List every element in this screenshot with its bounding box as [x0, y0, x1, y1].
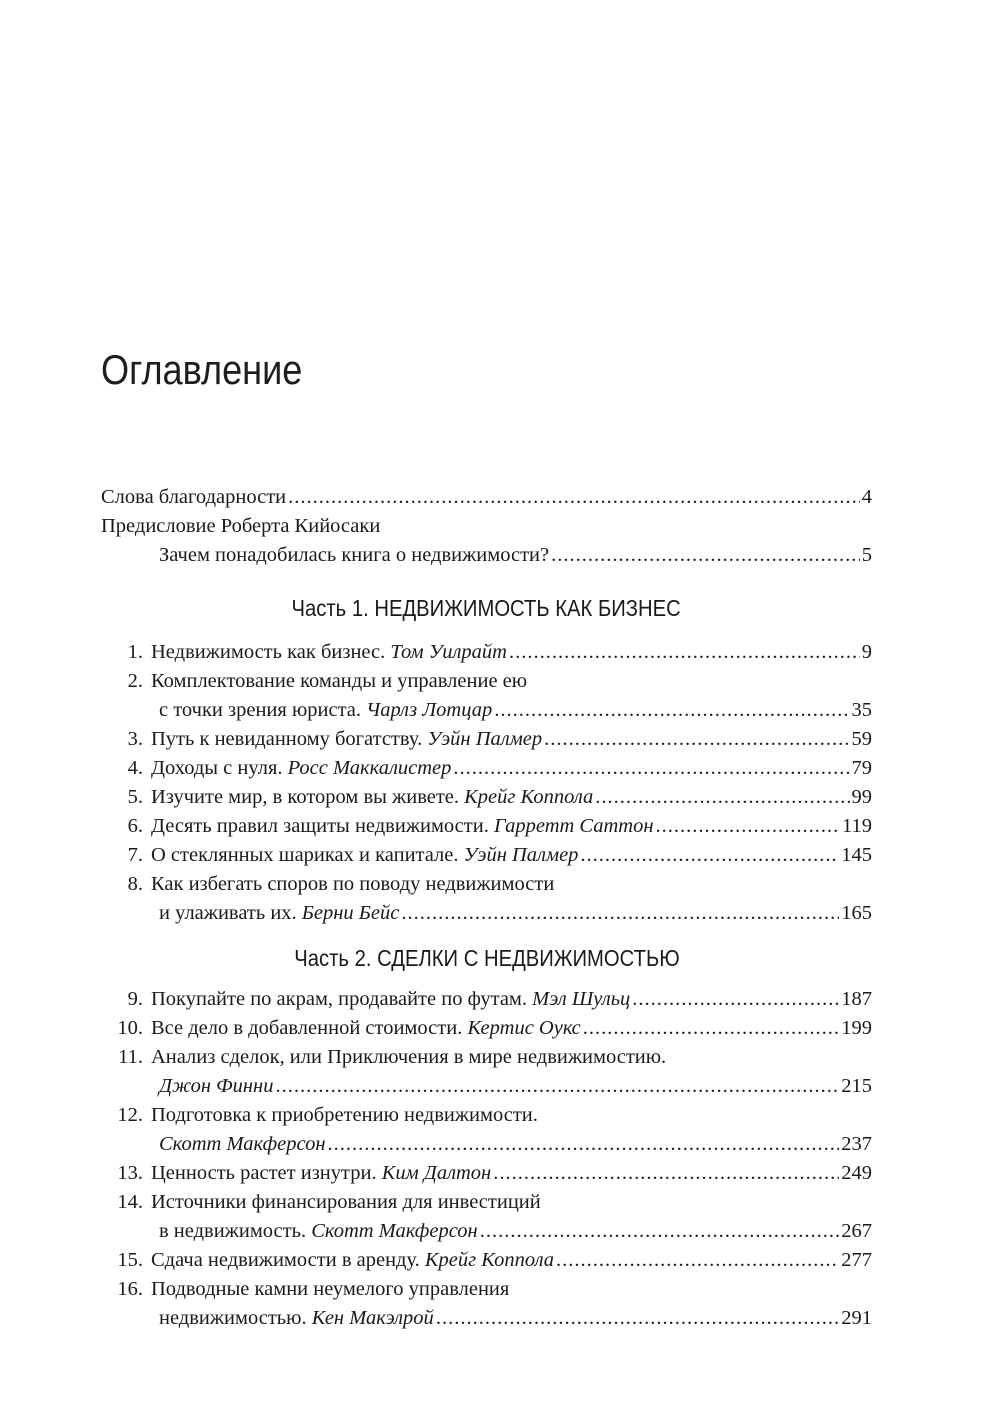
- chapter-number: 10.: [117, 1017, 143, 1039]
- chapter-number: 3.: [127, 728, 143, 750]
- dot-leader: [632, 985, 839, 1014]
- toc-page-number: 215: [841, 1075, 872, 1097]
- chapter-number: 16.: [117, 1278, 143, 1300]
- chapter-author: Джон Финни: [159, 1075, 274, 1097]
- chapter-title: Путь к невиданному богатству.: [151, 728, 423, 750]
- toc-page-number: 199: [841, 1017, 872, 1039]
- toc-entry-chapter-5[interactable]: [101, 783, 872, 812]
- chapter-author: Кен Макэлрой: [311, 1307, 434, 1329]
- chapter-title: Как избегать споров по поводу недвижимости: [151, 873, 555, 895]
- chapter-number: 8.: [127, 873, 143, 895]
- chapter-author: Чарлз Лотцар: [366, 699, 493, 721]
- toc-entry-chapter-6[interactable]: [101, 812, 872, 841]
- toc-entry-chapter-8[interactable]: [101, 870, 872, 899]
- chapter-title: Подготовка к приобретению недвижимости.: [151, 1104, 538, 1126]
- toc-page-number: 4: [861, 486, 872, 508]
- chapter-title: Ценность растет изнутри.: [151, 1162, 377, 1184]
- chapter-title: Источники финансирования для инвестиций: [151, 1191, 541, 1213]
- dot-leader: [288, 483, 860, 512]
- toc-page-number: 187: [841, 988, 872, 1010]
- part-1-heading-text: Часть 1. НЕДВИЖИМОСТЬ КАК БИЗНЕС: [291, 595, 682, 621]
- toc-page-number: 99: [851, 786, 872, 808]
- chapter-number: 4.: [127, 757, 143, 779]
- chapter-title: Доходы с нуля.: [151, 757, 283, 779]
- chapter-title: Все дело в добавленной стоимости.: [151, 1017, 463, 1039]
- chapter-author: Уэйн Палмер: [427, 728, 543, 750]
- chapter-title: Изучите мир, в котором вы живете.: [151, 786, 460, 808]
- dot-leader: [595, 783, 849, 812]
- chapter-title-cont: в недвижимость.: [159, 1220, 307, 1242]
- page-title: Оглавление: [101, 346, 303, 393]
- toc-page-number: 145: [841, 844, 872, 866]
- chapter-title-cont: и улаживать их.: [159, 902, 297, 924]
- chapter-number: 5.: [127, 786, 143, 808]
- toc-entry-preface-heading: [101, 512, 872, 541]
- chapter-number: 1.: [127, 641, 143, 663]
- dot-leader: [436, 1304, 839, 1333]
- dot-leader: [509, 638, 860, 667]
- chapter-title: Анализ сделок, или Приключения в мире недвижимостию.: [151, 1046, 667, 1068]
- toc-entry-chapter-15[interactable]: [101, 1246, 872, 1275]
- toc-page-number: 277: [841, 1249, 872, 1271]
- chapter-title: О стеклянных шариках и капитале.: [151, 844, 459, 866]
- chapter-author: Крейг Коппола: [424, 1249, 555, 1271]
- chapter-title: Подводные камни неумелого управления: [151, 1278, 510, 1300]
- toc-part-1: [101, 638, 872, 928]
- toc-entry-acknowledgments[interactable]: [101, 483, 872, 512]
- chapter-author: Уэйн Палмер: [463, 844, 579, 866]
- toc-entry-subtitle: Зачем понадобилась книга о недвижимости?: [159, 544, 550, 566]
- dot-leader: [401, 899, 839, 928]
- chapter-title: Десять правил защиты недвижимости.: [151, 815, 489, 837]
- toc-entry-chapter-4[interactable]: [101, 754, 872, 783]
- chapter-author: Скотт Макферсон: [159, 1133, 326, 1155]
- chapter-number: 6.: [127, 815, 143, 837]
- toc-entry-chapter-7[interactable]: [101, 841, 872, 870]
- toc-page-number: 5: [861, 544, 872, 566]
- toc-entry-chapter-9[interactable]: [101, 985, 872, 1014]
- chapter-title: Покупайте по акрам, продавайте по футам.: [151, 988, 528, 1010]
- dot-leader: [275, 1072, 839, 1101]
- toc-entry-chapter-12-cont[interactable]: [101, 1130, 872, 1159]
- chapter-title-cont: недвижимостью.: [159, 1307, 307, 1329]
- toc-page-number: 119: [842, 815, 872, 837]
- toc-page-number: 79: [851, 757, 872, 779]
- toc-entry-chapter-10[interactable]: [101, 1014, 872, 1043]
- part-1-heading: [101, 593, 872, 623]
- dot-leader: [583, 1014, 840, 1043]
- toc-page-number: 59: [851, 728, 872, 750]
- chapter-number: 9.: [127, 988, 143, 1010]
- dot-leader: [551, 541, 860, 570]
- toc-page-number: 165: [841, 902, 872, 924]
- toc-page-number: 267: [841, 1220, 872, 1242]
- part-2-heading-text: Часть 2. СДЕЛКИ С НЕДВИЖИМОСТЬЮ: [293, 945, 680, 971]
- chapter-title: Недвижимость как бизнес.: [151, 641, 386, 663]
- dot-leader: [493, 1159, 839, 1188]
- toc-entry-chapter-11-cont[interactable]: [101, 1072, 872, 1101]
- chapter-title: Комплектование команды и управление ею: [151, 670, 528, 692]
- toc-page-number: 9: [861, 641, 872, 663]
- toc-page-number: 237: [841, 1133, 872, 1155]
- toc-entry-title: Слова благодарности: [101, 486, 287, 508]
- toc-entry-preface[interactable]: [101, 541, 872, 570]
- chapter-number: 15.: [117, 1249, 143, 1271]
- toc-entry-chapter-13[interactable]: [101, 1159, 872, 1188]
- chapter-number: 7.: [127, 844, 143, 866]
- chapter-author: Скотт Макферсон: [311, 1220, 478, 1242]
- dot-leader: [328, 1130, 840, 1159]
- chapter-author: Мэл Шульц: [532, 988, 631, 1010]
- toc-entry-chapter-1[interactable]: [101, 638, 872, 667]
- chapter-author: Берни Бейс: [301, 902, 400, 924]
- dot-leader: [480, 1217, 840, 1246]
- toc-entry-chapter-11[interactable]: [101, 1043, 872, 1072]
- dot-leader: [656, 812, 840, 841]
- toc-entry-chapter-2-cont[interactable]: [101, 696, 872, 725]
- dot-leader: [544, 725, 849, 754]
- chapter-author: Росс Маккалистер: [287, 757, 452, 779]
- toc-page-number: 249: [841, 1162, 872, 1184]
- toc-entry-chapter-16-cont[interactable]: [101, 1304, 872, 1333]
- toc-part-2: [101, 985, 872, 1333]
- chapter-author: Гарретт Саттон: [493, 815, 654, 837]
- chapter-author: Том Уилрайт: [390, 641, 507, 663]
- dot-leader: [494, 696, 849, 725]
- part-2-heading: [101, 943, 872, 973]
- toc-entry-chapter-14-cont[interactable]: [101, 1217, 872, 1246]
- chapter-number: 11.: [118, 1046, 143, 1068]
- chapter-author: Ким Далтон: [381, 1162, 492, 1184]
- chapter-title-cont: с точки зрения юриста.: [159, 699, 362, 721]
- chapter-number: 14.: [117, 1191, 143, 1213]
- toc-entry-chapter-14[interactable]: [101, 1188, 872, 1217]
- chapter-author: Крейг Коппола: [464, 786, 594, 808]
- toc-entry-chapter-2[interactable]: [101, 667, 872, 696]
- toc-front-matter: [101, 483, 872, 570]
- dot-leader: [453, 754, 849, 783]
- toc-entry-chapter-8-cont[interactable]: [101, 899, 872, 928]
- toc-page-number: 35: [851, 699, 872, 721]
- chapter-number: 12.: [117, 1104, 143, 1126]
- dot-leader: [580, 841, 839, 870]
- toc-entry-chapter-3[interactable]: [101, 725, 872, 754]
- toc-entry-chapter-12[interactable]: [101, 1101, 872, 1130]
- chapter-title: Сдача недвижимости в аренду.: [151, 1249, 420, 1271]
- toc-page-number: 291: [841, 1307, 872, 1329]
- dot-leader: [556, 1246, 839, 1275]
- chapter-number: 13.: [117, 1162, 143, 1184]
- chapter-number: 2.: [127, 670, 143, 692]
- toc-entry-title: Предисловие Роберта Кийосаки: [101, 515, 381, 537]
- toc-entry-chapter-16[interactable]: [101, 1275, 872, 1304]
- chapter-author: Кертис Оукс: [467, 1017, 581, 1039]
